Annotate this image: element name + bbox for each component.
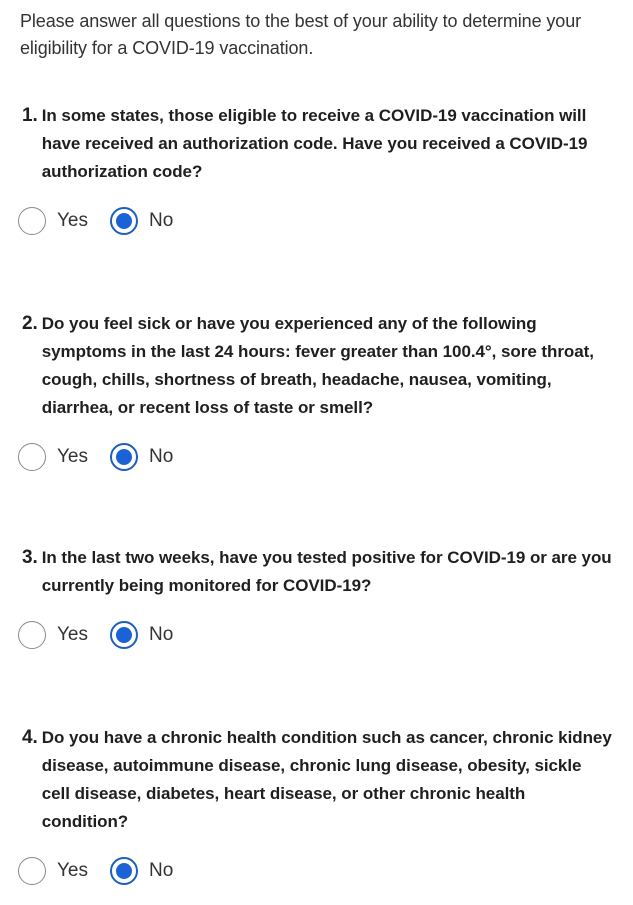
question-4-no-radio[interactable] [110, 857, 138, 885]
question-2-no-label[interactable]: No [149, 446, 174, 467]
question-3-text-row [22, 544, 612, 600]
question-2-yes-label[interactable]: Yes [57, 446, 88, 467]
question-4-no-label[interactable]: No [149, 860, 174, 881]
question-1-text: In some states, those eligible to receive a COVID-19 vaccination will have received an authorization code. Have you received a COVID-19 authorization code? [41, 106, 588, 181]
question-2-options [18, 442, 612, 472]
question-4-number: 4. [22, 727, 38, 748]
question-1-no-radio[interactable] [110, 207, 138, 235]
question-4-yes-radio[interactable] [18, 857, 46, 885]
question-1-yes-radio[interactable] [18, 207, 46, 235]
question-3 [22, 544, 612, 650]
question-2-option-no[interactable] [110, 442, 173, 472]
question-3-text: In the last two weeks, have you tested positive for COVID-19 or are you currently being monitored for COVID-19? [41, 548, 612, 595]
question-4-option-no[interactable] [110, 856, 173, 886]
question-3-no-radio[interactable] [110, 621, 138, 649]
question-2-text: Do you feel sick or have you experienced any of the following symptoms in the last 24 hours: fever greater than 100.4°, sore throat, cough, chills, shortness of breath, headache, nausea, vomiting, diarrhea, or recent loss of taste or smell? [41, 314, 594, 417]
question-4-text: Do you have a chronic health condition such as cancer, chronic kidney disease, autoimmune disease, chronic lung disease, obesity, sickle cell disease, diabetes, heart disease, or other chronic health condition? [41, 728, 612, 831]
question-1 [22, 102, 612, 236]
question-2-yes-radio[interactable] [18, 443, 46, 471]
question-3-yes-label[interactable]: Yes [57, 624, 88, 645]
question-3-no-label[interactable]: No [149, 624, 174, 645]
question-3-number: 3. [22, 547, 38, 568]
question-4-options [18, 856, 612, 886]
question-2-number: 2. [22, 313, 38, 334]
question-4-option-yes[interactable] [18, 856, 88, 886]
question-1-option-yes[interactable] [18, 206, 88, 236]
question-2-no-radio[interactable] [110, 443, 138, 471]
question-1-no-label[interactable]: No [149, 210, 174, 231]
question-2-option-yes[interactable] [18, 442, 88, 472]
question-3-options [18, 620, 612, 650]
question-4-yes-label[interactable]: Yes [57, 860, 88, 881]
question-4-text-row [22, 724, 612, 836]
question-4 [22, 724, 612, 886]
intro-text: Please answer all questions to the best of your ability to determine your eligibility for a COVID-19 vaccination. [20, 11, 582, 58]
question-1-yes-label[interactable]: Yes [57, 210, 88, 231]
question-1-text-row [22, 102, 612, 186]
question-3-option-no[interactable] [110, 620, 173, 650]
question-1-options [18, 206, 612, 236]
question-2 [22, 310, 612, 472]
question-3-option-yes[interactable] [18, 620, 88, 650]
question-1-option-no[interactable] [110, 206, 173, 236]
question-3-yes-radio[interactable] [18, 621, 46, 649]
question-1-number: 1. [22, 105, 38, 126]
question-2-text-row [22, 310, 612, 422]
